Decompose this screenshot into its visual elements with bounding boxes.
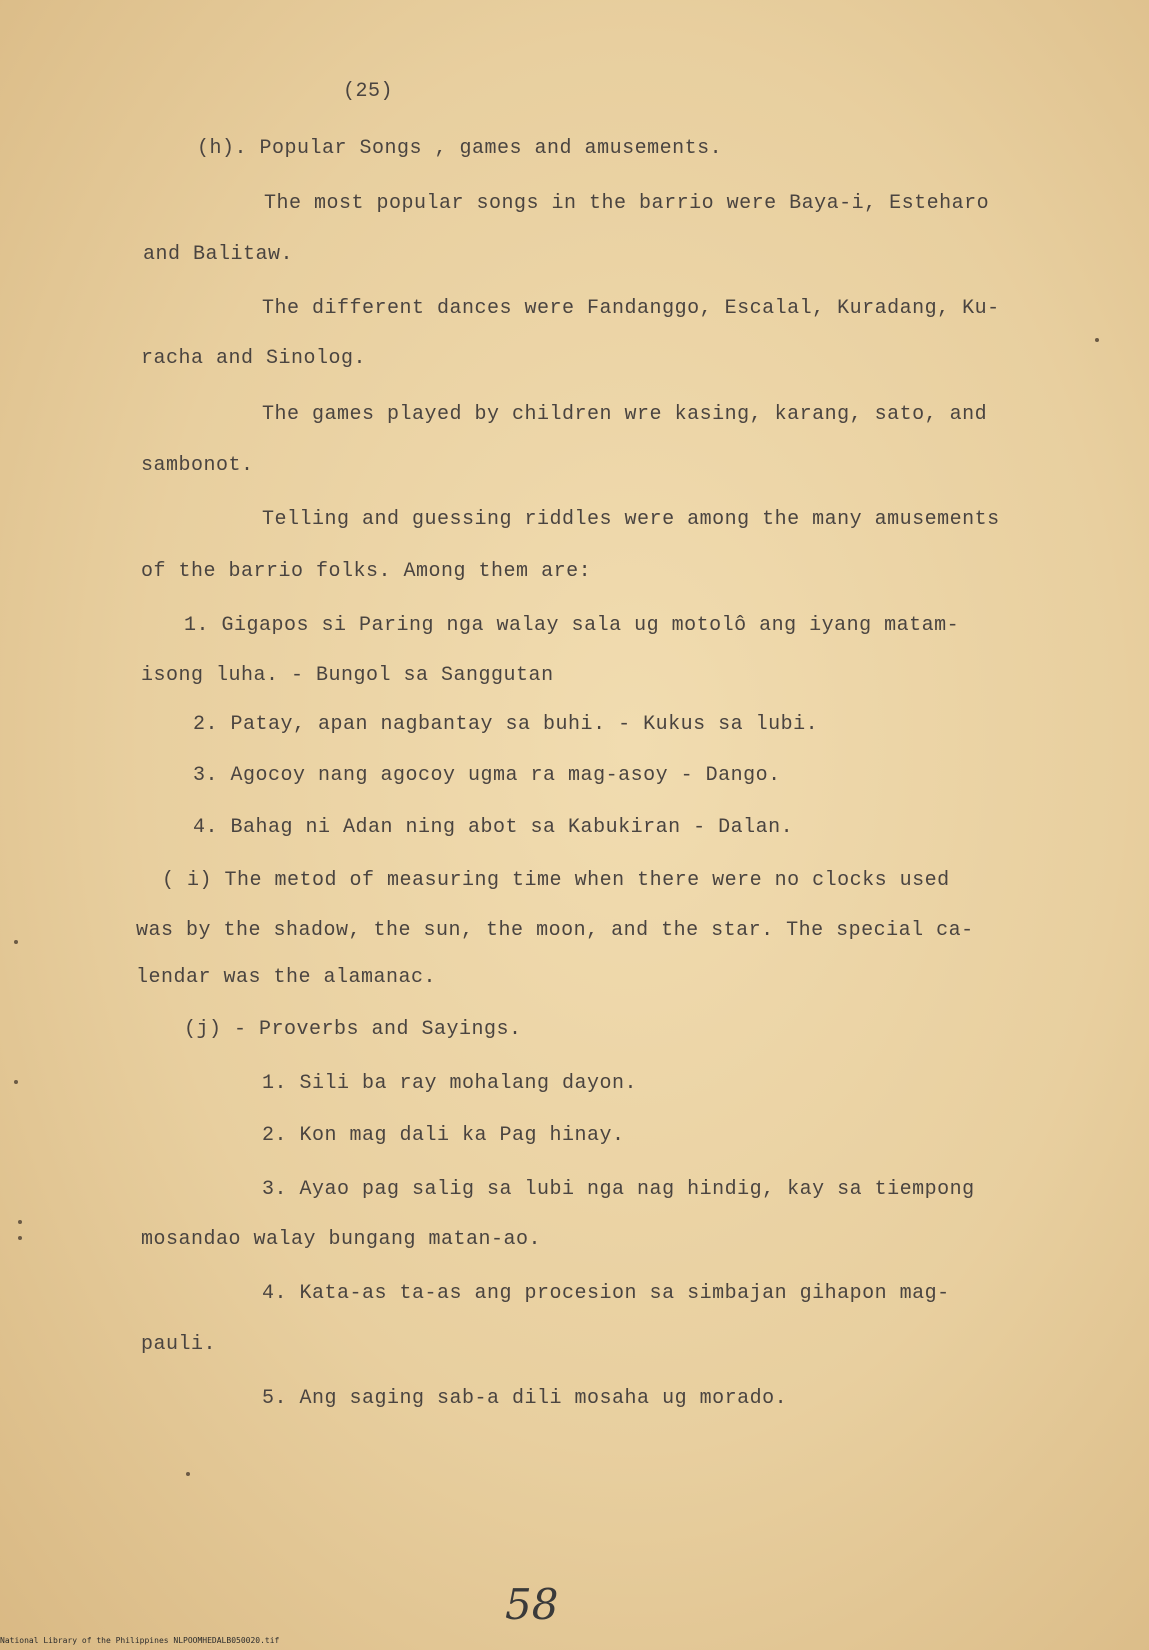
section-i-line: was by the shadow, the sun, the moon, and the star. The special ca- bbox=[136, 919, 974, 942]
proverb-item: mosandao walay bungang matan-ao. bbox=[141, 1228, 542, 1251]
paragraph-line: The different dances were Fandanggo, Escalal, Kuradang, Ku- bbox=[262, 297, 1000, 320]
paragraph-line: The games played by children wre kasing, karang, sato, and bbox=[262, 403, 988, 426]
proverb-item: 5. Ang saging sab-a dili mosaha ug morado. bbox=[262, 1387, 788, 1410]
paragraph-line: Telling and guessing riddles were among the many amusements bbox=[262, 508, 1000, 531]
paragraph-line: The most popular songs in the barrio were Baya-i, Esteharo bbox=[264, 192, 990, 215]
section-i-line: ( i) The metod of measuring time when there were no clocks used bbox=[162, 869, 950, 892]
archive-footer: National Library of the Philippines NLPOOMHEDALB050020.tif bbox=[0, 1636, 280, 1645]
paper-speck bbox=[18, 1236, 22, 1240]
proverb-item: 1. Sili ba ray mohalang dayon. bbox=[262, 1072, 638, 1095]
riddle-item: 1. Gigapos si Paring nga walay sala ug motolô ang iyang matam- bbox=[184, 614, 960, 637]
paragraph-line: sambonot. bbox=[141, 454, 254, 477]
paper-speck bbox=[1095, 338, 1099, 342]
riddle-item: 2. Patay, apan nagbantay sa buhi. - Kukus sa lubi. bbox=[193, 713, 819, 736]
riddle-item: isong luha. - Bungol sa Sanggutan bbox=[141, 664, 554, 687]
paper-speck bbox=[186, 1472, 190, 1476]
page-number: (25) bbox=[343, 80, 394, 103]
proverb-item: 2. Kon mag dali ka Pag hinay. bbox=[262, 1124, 625, 1147]
riddle-item: 4. Bahag ni Adan ning abot sa Kabukiran - Dalan. bbox=[193, 816, 794, 839]
proverb-item: 3. Ayao pag salig sa lubi nga nag hindig, kay sa tiempong bbox=[262, 1178, 975, 1201]
handwritten-page-number: 58 bbox=[505, 1580, 559, 1629]
paper-speck bbox=[14, 1080, 18, 1084]
proverb-item: pauli. bbox=[141, 1333, 217, 1356]
paper-speck bbox=[18, 1220, 22, 1224]
riddle-item: 3. Agocoy nang agocoy ugma ra mag-asoy - Dango. bbox=[193, 764, 781, 787]
paragraph-line: and Balitaw. bbox=[143, 243, 294, 266]
section-h-heading: (h). Popular Songs , games and amusements. bbox=[197, 137, 723, 160]
paragraph-line: racha and Sinolog. bbox=[141, 347, 367, 370]
paper-speck bbox=[14, 940, 18, 944]
paragraph-line: of the barrio folks. Among them are: bbox=[141, 560, 592, 583]
section-i-line: lendar was the alamanac. bbox=[136, 966, 437, 989]
proverb-item: 4. Kata-as ta-as ang procesion sa simbajan gihapon mag- bbox=[262, 1282, 950, 1305]
section-j-heading: (j) - Proverbs and Sayings. bbox=[184, 1018, 522, 1041]
